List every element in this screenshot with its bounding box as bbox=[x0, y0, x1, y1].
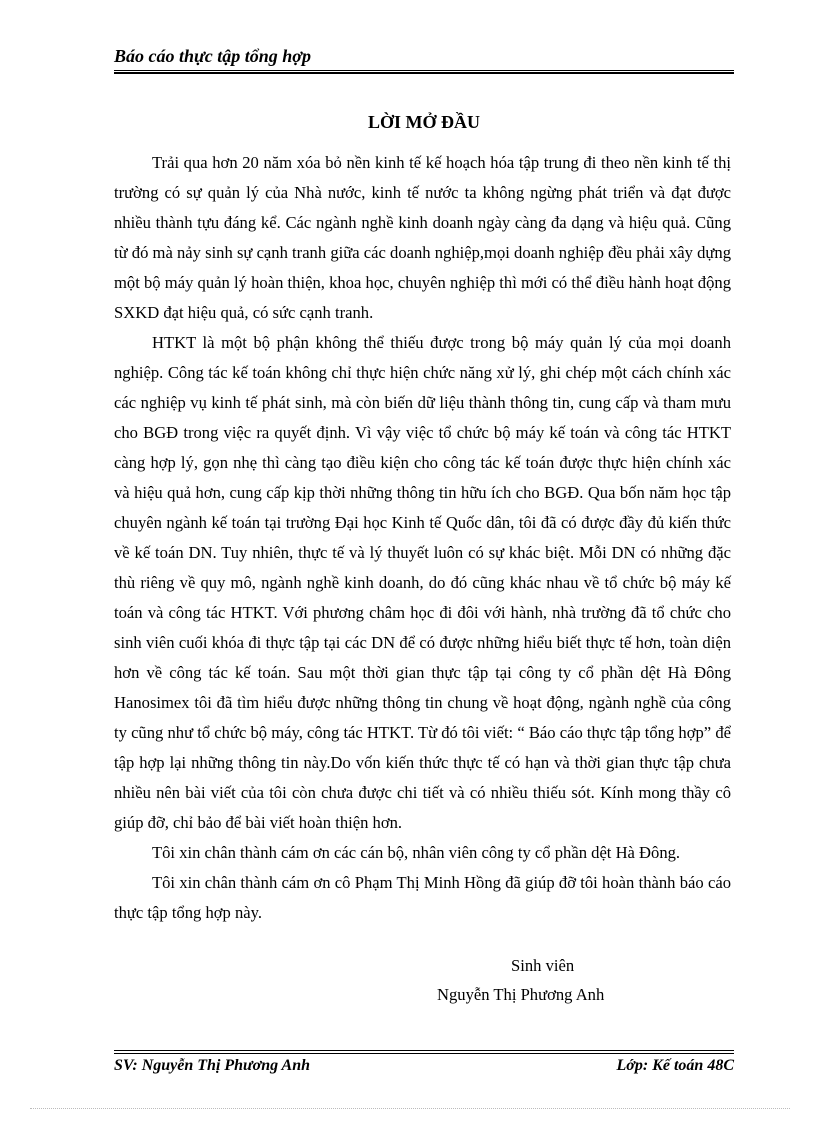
footer-student: SV: Nguyễn Thị Phương Anh bbox=[114, 1057, 310, 1074]
paragraph-thanks-staff: Tôi xin chân thành cám ơn các cán bộ, nhân viên công ty cổ phần dệt Hà Đông. bbox=[152, 843, 681, 862]
footer-divider bbox=[114, 1050, 734, 1051]
page-edge bbox=[30, 1108, 790, 1109]
document-body bbox=[114, 148, 731, 928]
document-heading: LỜI MỞ ĐẦU bbox=[368, 112, 480, 132]
signature-name: Nguyễn Thị Phương Anh bbox=[437, 985, 605, 1004]
footer-divider-double bbox=[114, 1053, 734, 1054]
footer-class: Lớp: Kế toán 48C bbox=[616, 1057, 734, 1074]
signature-role: Sinh viên bbox=[511, 956, 575, 975]
paragraph-htkt: HTKT là một bộ phận không thể thiếu được trong bộ máy quản lý của mọi doanh nghiệp. Công tác kế toán không chỉ thực hiện chức năng xử lý, ghi chép một cách chính xác các nghiệp vụ kinh tế phát sinh, mà còn biến dữ liệu thành thông tin, cung cấp và tham mưu cho BGĐ trong việc ra quyết định. Vì vậy việc tổ chức bộ máy kế toán và công tác HTKT càng hợp lý, gọn nhẹ thì càng tạo điều kiện cho công tác kế toán được thực hiện chính xác và hiệu quả hơn, cung cấp kịp thời những thông tin hữu ích cho BGĐ. Qua bốn năm học tập chuyên ngành kế toán tại trường Đại học Kinh tế Quốc dân, tôi đã có được đầy đủ kiến thức về kế toán DN. Tuy nhiên, thực tế và lý thuyết luôn có sự khác biệt. Mỗi DN có những đặc thù riêng về quy mô, ngành nghề kinh doanh, do đó cũng khác nhau về tổ chức bộ máy kế toán và công tác HTKT. Với phương châm học đi đôi với hành, nhà trường đã tổ chức cho sinh viên cuối khóa đi thực tập tại các DN để có được những hiểu biết thực tế hơn, toàn diện hơn về công tác kế toán. Sau một thời gian thực tập tại công ty cổ phần dệt Hà Đông Hanosimex tôi đã tìm hiểu được những thông tin chung về hoạt động, ngành nghề của công ty cũng như tổ chức bộ máy, công tác HTKT. Từ đó tôi viết: “ Báo cáo thực tập tổng hợp” để tập hợp lại những thông tin này.Do vốn kiến thức thực tế có hạn và thời gian thực tập chưa nhiều nên bài viết của tôi còn chưa được chi tiết và có nhiều thiếu sót. Kính mong thầy cô giúp đỡ, chỉ bảo để bài viết hoàn thiện hơn. bbox=[114, 333, 731, 832]
report-title: Báo cáo thực tập tổng hợp bbox=[114, 46, 311, 66]
header-divider bbox=[114, 70, 734, 71]
header-divider-thick bbox=[114, 72, 734, 74]
paragraph-thanks-teacher: Tôi xin chân thành cám ơn cô Phạm Thị Minh Hồng đã giúp đỡ tôi hoàn thành báo cáo thực tập tổng hợp này. bbox=[114, 873, 731, 922]
paragraph-intro: Trải qua hơn 20 năm xóa bỏ nền kinh tế kế hoạch hóa tập trung đi theo nền kinh tế thị trường có sự quản lý của Nhà nước, kinh tế nước ta không ngừng phát triển và đạt được nhiều thành tựu đáng kể. Các ngành nghề kinh doanh ngày càng đa dạng và hiệu quả. Cũng từ đó mà nảy sinh sự cạnh tranh giữa các doanh nghiệp,mọi doanh nghiệp đều phải xây dựng một bộ máy quản lý hoàn thiện, khoa học, chuyên nghiệp thì mới có thể điều hành hoạt động SXKD đạt hiệu quả, có sức cạnh tranh. bbox=[114, 153, 731, 322]
